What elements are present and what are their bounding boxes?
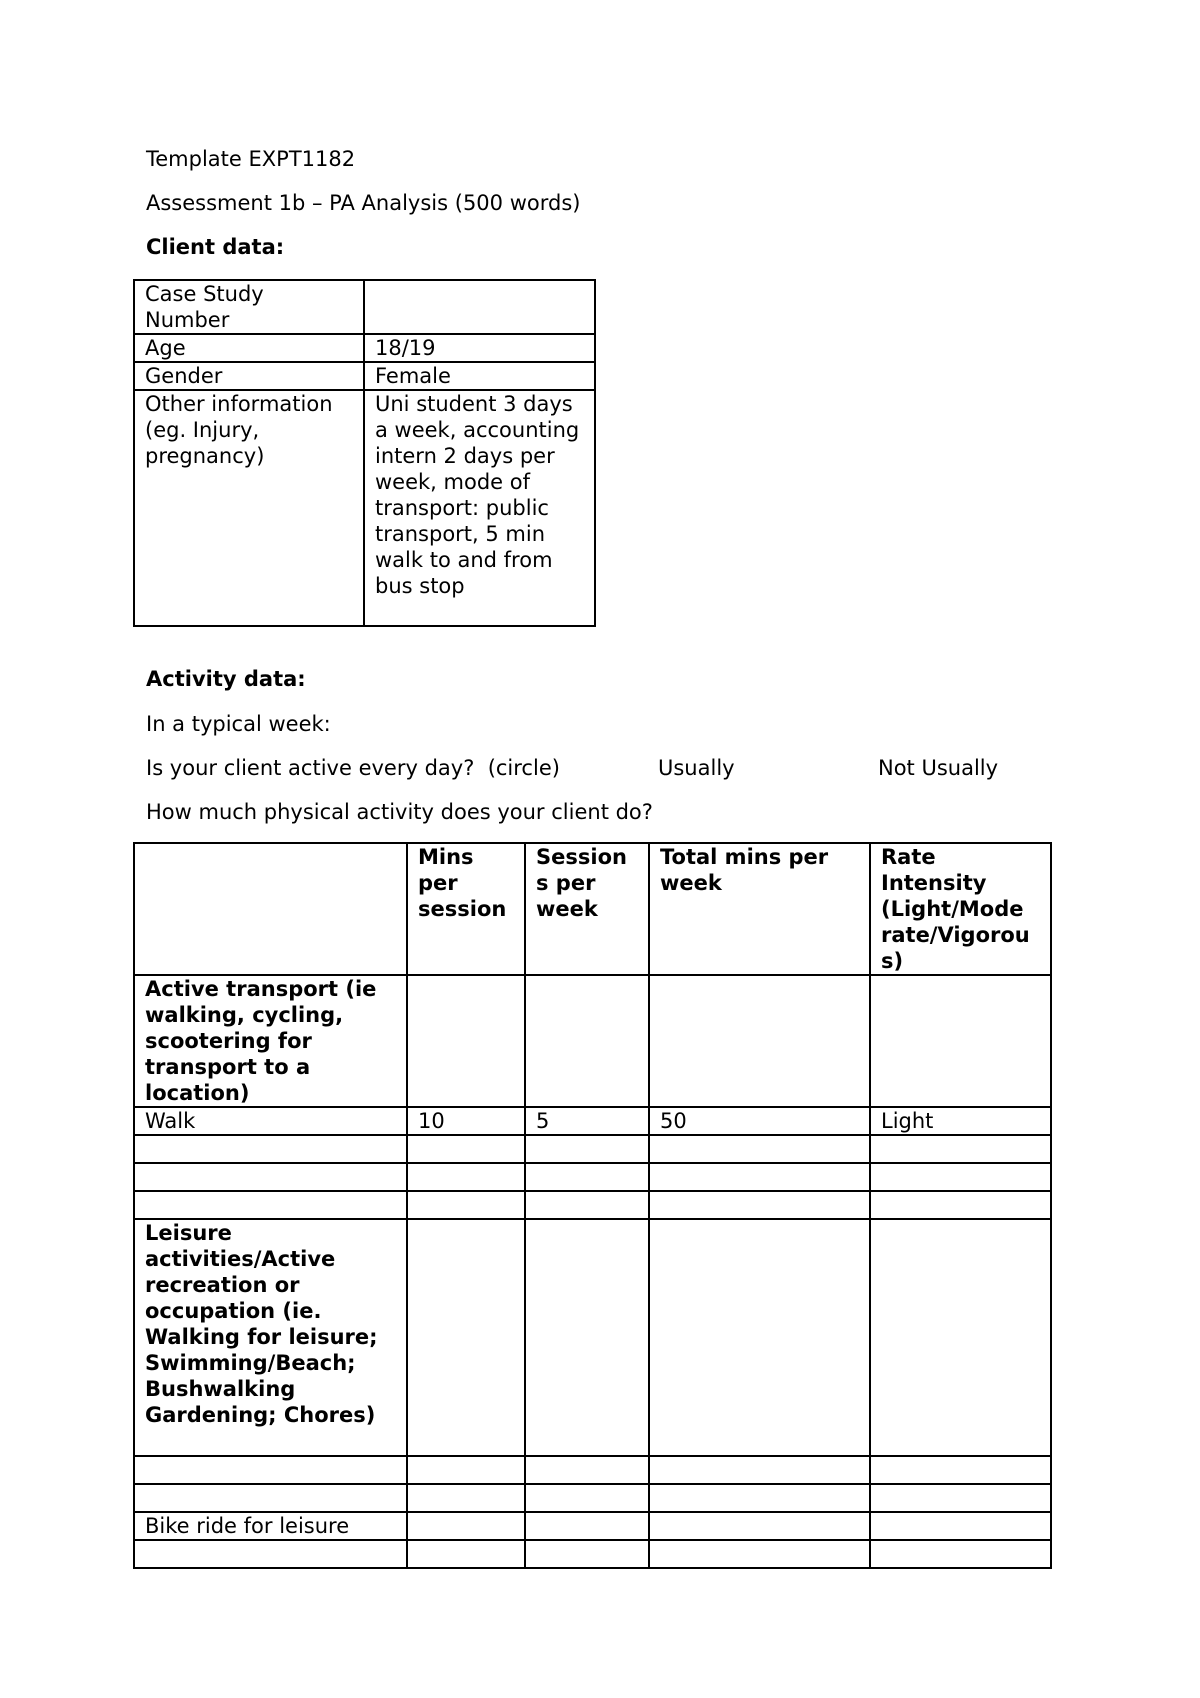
intensity-cell[interactable]: [870, 1456, 1051, 1484]
table-row: [134, 390, 595, 626]
activity-data-heading: Activity data:: [146, 667, 306, 691]
template-line: Template EXPT1182: [146, 147, 356, 171]
mins-cell[interactable]: [407, 1540, 525, 1568]
table-cell[interactable]: [407, 975, 525, 1107]
table-cell[interactable]: [407, 1219, 525, 1456]
table-row: [134, 1456, 1051, 1484]
mins-cell[interactable]: [407, 1191, 525, 1219]
header-activity: [134, 843, 407, 975]
case-study-number-value: [364, 280, 595, 334]
table-header-row: [134, 843, 1051, 975]
header-total-mins: Total mins per week: [649, 843, 870, 975]
option-usually[interactable]: Usually: [658, 756, 735, 780]
table-row: [134, 1191, 1051, 1219]
total-cell[interactable]: [649, 1456, 870, 1484]
intensity-cell[interactable]: [870, 1163, 1051, 1191]
sessions-cell[interactable]: [525, 1456, 649, 1484]
activity-name-cell[interactable]: [134, 1456, 407, 1484]
client-data-table: [133, 279, 596, 627]
total-cell[interactable]: [649, 1484, 870, 1512]
activity-name-cell[interactable]: [134, 1191, 407, 1219]
mins-cell[interactable]: [407, 1135, 525, 1163]
gender-value: Female: [364, 362, 595, 390]
mins-cell[interactable]: [407, 1484, 525, 1512]
table-cell[interactable]: [649, 1219, 870, 1456]
sessions-cell[interactable]: [525, 1540, 649, 1568]
intensity-cell[interactable]: [870, 1135, 1051, 1163]
table-cell[interactable]: [649, 975, 870, 1107]
activity-name-cell[interactable]: [134, 1540, 407, 1568]
client-data-heading: Client data:: [146, 235, 285, 259]
activity-name-cell[interactable]: [134, 1163, 407, 1191]
total-cell[interactable]: [649, 1191, 870, 1219]
sessions-cell[interactable]: [525, 1512, 649, 1540]
table-cell[interactable]: [525, 975, 649, 1107]
activity-name-cell[interactable]: Bike ride for leisure: [134, 1512, 407, 1540]
how-much-question: How much physical activity does your client do?: [146, 800, 653, 824]
gender-label: Gender: [134, 362, 364, 390]
intensity-cell[interactable]: [870, 1512, 1051, 1540]
sessions-cell[interactable]: [525, 1135, 649, 1163]
table-row: [134, 1540, 1051, 1568]
sessions-cell[interactable]: [525, 1191, 649, 1219]
total-cell[interactable]: 50: [649, 1107, 870, 1135]
age-value: 18/19: [364, 334, 595, 362]
leisure-activities-label: Leisure activities/Active recreation or occupation (ie. Walking for leisure; Swimming/Beach; Bushwalking Gardening; Chores): [134, 1219, 407, 1456]
total-cell[interactable]: [649, 1540, 870, 1568]
intensity-cell[interactable]: [870, 1484, 1051, 1512]
header-rate-intensity: Rate Intensity (Light/Mode rate/Vigorou s): [870, 843, 1051, 975]
table-row: [134, 1163, 1051, 1191]
case-study-number-label: Case Study Number: [134, 280, 364, 334]
mins-cell[interactable]: [407, 1512, 525, 1540]
header-mins-per-session: Mins per session: [407, 843, 525, 975]
table-row: [134, 1107, 1051, 1135]
active-transport-label: Active transport (ie walking, cycling, scootering for transport to a location): [134, 975, 407, 1107]
table-row: [134, 1135, 1051, 1163]
table-row: [134, 1219, 1051, 1456]
sessions-cell[interactable]: [525, 1163, 649, 1191]
sessions-cell[interactable]: 5: [525, 1107, 649, 1135]
active-every-day-question: Is your client active every day? (circle): [146, 756, 560, 780]
table-row: [134, 280, 595, 334]
assessment-line: Assessment 1b – PA Analysis (500 words): [146, 191, 581, 215]
table-cell[interactable]: [870, 975, 1051, 1107]
intensity-cell[interactable]: [870, 1191, 1051, 1219]
total-cell[interactable]: [649, 1163, 870, 1191]
table-row: [134, 1484, 1051, 1512]
sessions-cell[interactable]: [525, 1484, 649, 1512]
table-cell[interactable]: [525, 1219, 649, 1456]
total-cell[interactable]: [649, 1512, 870, 1540]
other-info-label: Other information (eg. Injury, pregnancy): [134, 390, 364, 626]
other-info-value: Uni student 3 days a week, accounting intern 2 days per week, mode of transport: public transport, 5 min walk to and from bus stop: [364, 390, 595, 626]
activity-name-cell[interactable]: [134, 1135, 407, 1163]
table-row: [134, 334, 595, 362]
intensity-cell[interactable]: [870, 1540, 1051, 1568]
activity-name-cell[interactable]: Walk: [134, 1107, 407, 1135]
typical-week-line: In a typical week:: [146, 712, 331, 736]
mins-cell[interactable]: [407, 1163, 525, 1191]
activity-name-cell[interactable]: [134, 1484, 407, 1512]
table-row: [134, 362, 595, 390]
activity-data-table: [133, 842, 1052, 1569]
table-row: [134, 1512, 1051, 1540]
table-cell[interactable]: [870, 1219, 1051, 1456]
mins-cell[interactable]: 10: [407, 1107, 525, 1135]
mins-cell[interactable]: [407, 1456, 525, 1484]
total-cell[interactable]: [649, 1135, 870, 1163]
age-label: Age: [134, 334, 364, 362]
header-sessions-per-week: Session s per week: [525, 843, 649, 975]
intensity-cell[interactable]: Light: [870, 1107, 1051, 1135]
option-not-usually[interactable]: Not Usually: [878, 756, 999, 780]
table-row: [134, 975, 1051, 1107]
